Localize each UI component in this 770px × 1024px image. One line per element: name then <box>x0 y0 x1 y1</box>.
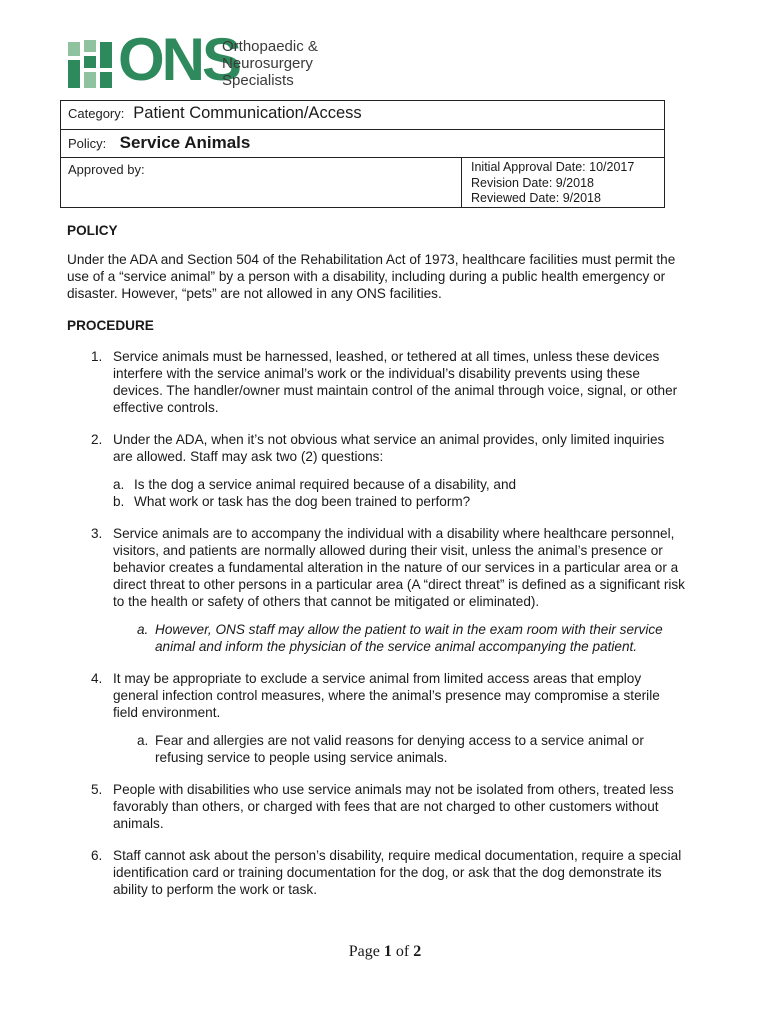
procedure-item <box>67 781 687 832</box>
item-text: Under the ADA, when it’s not obvious what service an animal provides, only limited inquiries are allowed. Staff may ask two (2) questions: <box>113 432 665 464</box>
procedure-item <box>67 431 687 510</box>
policy-cell <box>61 130 665 158</box>
policy-heading: POLICY <box>67 223 118 238</box>
sub-letter: a. <box>137 622 149 637</box>
logo-subtitle-line: Neurosurgery <box>222 55 313 72</box>
current-page: 1 <box>383 943 392 960</box>
procedure-item <box>67 348 687 416</box>
policy-title: Service Animals <box>119 133 251 152</box>
procedure-item <box>67 525 687 655</box>
item-number: 6. <box>91 848 103 863</box>
item-number: 2. <box>91 432 103 447</box>
page-footer <box>0 943 770 961</box>
sub-item <box>67 621 687 655</box>
item-text: Service animals are to accompany the individual with a disability where healthcare personnel, visitors, and patients are normally allowed during their visit, unless the animal’s presence or behavior creates a fundamental alteration in the nature of our services in a particular area or a direct threat to other persons in a particular area (A “direct threat” is defined as a significant risk to the health or safety of others that cannot be mitigated or eliminated). <box>113 526 685 609</box>
procedure-heading: PROCEDURE <box>67 318 154 333</box>
revision-date: Revision Date: 9/2018 <box>471 175 594 190</box>
logo-subtitle <box>222 38 392 89</box>
approved-label: Approved by: <box>68 162 145 177</box>
sub-letter: a. <box>137 733 149 748</box>
sub-text: However, ONS staff may allow the patient to wait in the exam room with their service animal and inform the physician of the service animal accompanying the patient. <box>155 622 663 654</box>
category-value: Patient Communication/Access <box>133 104 362 122</box>
sub-item <box>67 476 687 493</box>
approved-cell <box>61 158 462 208</box>
item-number: 4. <box>91 671 103 686</box>
item-text: It may be appropriate to exclude a service animal from limited access areas that employ general infection control measures, where the animal’s presence may compromise a sterile field environment. <box>113 671 660 720</box>
procedure-item <box>67 847 687 898</box>
policy-text: Under the ADA and Section 504 of the Rehabilitation Act of 1973, healthcare facilities must permit the use of a “service animal” by a person with a disability, including during a public health emergency or disaster. However, “pets” are not allowed in any ONS facilities. <box>67 252 676 301</box>
sub-item <box>67 493 687 510</box>
reviewed-date: Reviewed Date: 9/2018 <box>471 191 601 205</box>
sub-item <box>67 732 687 766</box>
sub-text: What work or task has the dog been trained to perform? <box>134 494 471 509</box>
category-cell <box>61 101 665 130</box>
sub-text: Fear and allergies are not valid reasons for denying access to a service animal or refusing service to people using service animals. <box>155 733 644 765</box>
item-text: Staff cannot ask about the person’s disability, require medical documentation, require a special identification card or training documentation for the dog, or ask that the dog demonstrate its ability to perform the work or task. <box>113 848 682 897</box>
sub-letter: b. <box>113 494 125 509</box>
category-label: Category: <box>68 106 125 121</box>
sub-text: Is the dog a service animal required because of a disability, and <box>134 477 517 492</box>
item-text: People with disabilities who use service animals may not be isolated from others, treated less favorably than others, or charged with fees that are not charged to other customers without animals. <box>113 782 674 831</box>
item-number: 3. <box>91 526 103 541</box>
dates-cell <box>462 158 665 208</box>
item-number: 1. <box>91 349 103 364</box>
policy-label: Policy: <box>68 136 107 151</box>
logo-subtitle-line: Orthopaedic & <box>222 38 318 55</box>
policy-header-table <box>60 100 665 208</box>
item-number: 5. <box>91 782 103 797</box>
sub-list <box>67 476 687 510</box>
total-pages: 2 <box>413 943 422 960</box>
procedure-list <box>67 348 687 898</box>
sub-list <box>67 621 687 655</box>
of-word: of <box>395 943 410 960</box>
item-text: Service animals must be harnessed, leashed, or tethered at all times, unless these devices interfere with the service animal’s work or the individual’s disability prevents using these devices. The handler/owner must maintain control of the animal through voice, signal, or other effective controls. <box>113 349 678 415</box>
logo-subtitle-line: Specialists <box>222 72 294 89</box>
policy-body <box>67 222 687 913</box>
procedure-item <box>67 670 687 766</box>
sub-list <box>67 732 687 766</box>
sub-letter: a. <box>113 477 125 492</box>
initial-approval-date: Initial Approval Date: 10/2017 <box>471 160 635 174</box>
ons-logo-mark-icon <box>66 38 114 90</box>
page-word: Page <box>348 943 380 960</box>
logo-wordmark: ONS <box>118 26 240 93</box>
